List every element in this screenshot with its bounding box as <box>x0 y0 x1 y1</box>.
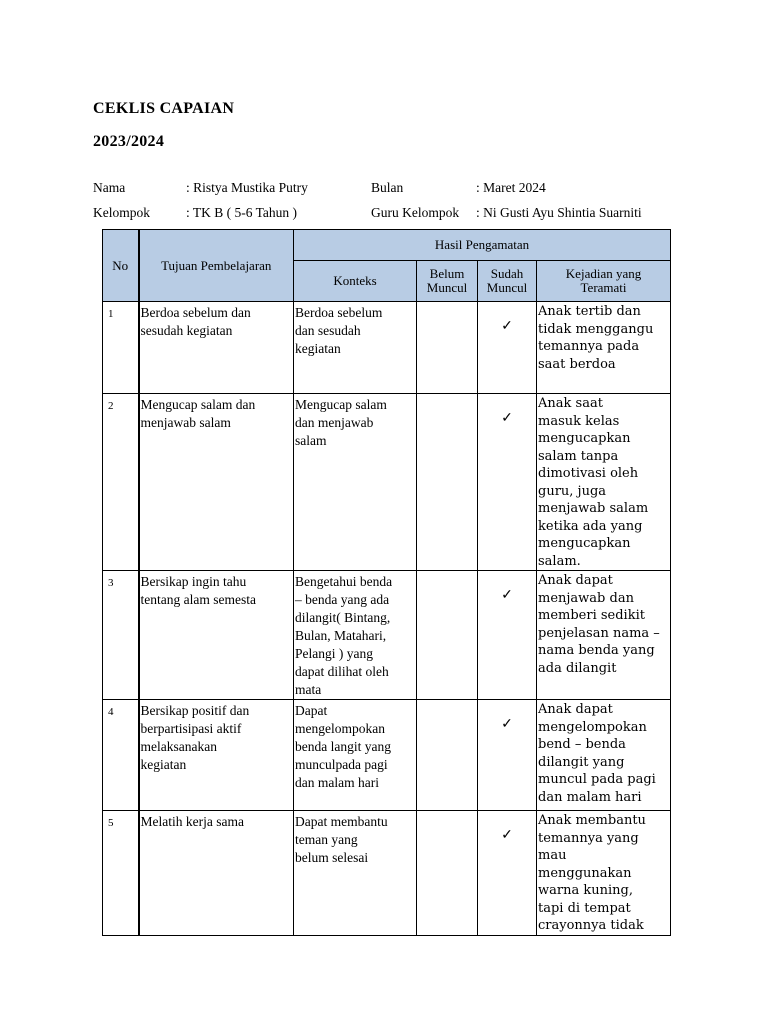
sudah-muncul-cell <box>478 811 537 936</box>
kejadian-line: Anak saat <box>538 396 603 411</box>
sudah-muncul-cell <box>478 700 537 811</box>
table-row <box>103 394 671 571</box>
kejadian-line: bend – benda <box>538 737 626 752</box>
checklist-table <box>102 229 671 936</box>
belum-muncul-cell <box>417 811 478 936</box>
konteks-cell <box>294 700 417 811</box>
konteks-line: dan sesudah <box>295 323 361 338</box>
belum-muncul-cell <box>417 302 478 394</box>
kejadian-line: Anak tertib dan <box>538 304 641 319</box>
tujuan-line: Melatih kerja sama <box>140 814 244 829</box>
kejadian-line: mengucapkan <box>538 536 631 551</box>
kejadian-line: dimotivasi oleh <box>538 466 639 481</box>
konteks-line: Dapat membantu <box>295 814 388 829</box>
tujuan-line: tentang alam semesta <box>140 592 256 607</box>
konteks-line: Pelangi ) yang <box>295 646 373 661</box>
kejadian-line: dan malam hari <box>538 789 642 805</box>
checkmark-icon: ✓ <box>501 319 513 334</box>
document-title: CEKLIS CAPAIAN <box>93 100 235 117</box>
kejadian-line: penjelasan nama – <box>538 625 660 641</box>
tujuan-cell <box>139 394 294 571</box>
kelompok-label: Kelompok <box>93 205 150 220</box>
tujuan-line: kegiatan <box>140 757 187 772</box>
kelompok-value: : TK B ( 5-6 Tahun ) <box>186 205 298 220</box>
kejadian-line: dilangit yang <box>538 754 625 770</box>
row-number: 4 <box>103 700 139 811</box>
header-sudah-line1: Sudah <box>490 266 524 281</box>
tujuan-line: Mengucap salam dan <box>140 397 256 412</box>
kejadian-line: ketika ada yang <box>538 518 643 534</box>
header-konteks: Konteks <box>294 261 417 302</box>
kejadian-line: nama benda yang <box>538 643 655 658</box>
kejadian-line: temannya yang <box>538 830 639 846</box>
kejadian-line: ada dilangit <box>538 660 617 676</box>
tujuan-line: sesudah kegiatan <box>140 323 233 338</box>
konteks-cell <box>294 302 417 394</box>
checkmark-icon: ✓ <box>501 588 513 603</box>
kejadian-line: tidak menggangu <box>538 321 654 337</box>
kejadian-line: menggunakan <box>538 865 632 881</box>
checkmark-icon: ✓ <box>501 411 513 426</box>
header-belum-line2: Muncul <box>426 280 468 295</box>
kejadian-line: menjawab salam <box>538 501 649 516</box>
sudah-muncul-cell <box>478 394 537 571</box>
guru-label: Guru Kelompok <box>371 205 460 220</box>
checkmark-icon: ✓ <box>501 828 513 843</box>
konteks-line: dapat dilihat oleh <box>295 664 389 679</box>
row-number: 2 <box>103 394 139 571</box>
kejadian-line: Anak dapat <box>538 702 613 717</box>
konteks-line: Mengucap salam <box>295 397 387 412</box>
konteks-line: benda langit yang <box>295 739 391 754</box>
kejadian-line: masuk kelas <box>538 413 620 429</box>
belum-muncul-cell <box>417 700 478 811</box>
guru-value: : Ni Gusti Ayu Shintia Suarniti <box>476 205 642 220</box>
konteks-line: Dapat <box>295 703 328 718</box>
kejadian-line: muncul pada pagi <box>538 772 656 787</box>
header-tujuan: Tujuan Pembelajaran <box>139 230 294 302</box>
belum-muncul-cell <box>417 394 478 571</box>
row-number: 3 <box>103 571 139 700</box>
tujuan-line: melaksanakan <box>140 739 217 754</box>
konteks-line: dan menjawab <box>295 415 374 430</box>
nama-label: Nama <box>93 180 126 195</box>
kejadian-line: crayonnya tidak <box>538 918 644 933</box>
kejadian-line: temannya pada <box>538 339 640 354</box>
checkmark-icon: ✓ <box>501 717 513 732</box>
kejadian-cell <box>537 700 671 811</box>
kejadian-line: Anak membantu <box>538 813 646 828</box>
kejadian-line: tapi di tempat <box>538 900 631 916</box>
konteks-line: mengelompokan <box>295 721 385 736</box>
konteks-line: dilangit( Bintang, <box>295 610 391 625</box>
sudah-muncul-cell <box>478 302 537 394</box>
tujuan-line: berpartisipasi aktif <box>140 721 242 736</box>
kejadian-cell <box>537 571 671 700</box>
tujuan-cell <box>139 302 294 394</box>
tujuan-cell <box>139 571 294 700</box>
row-number: 1 <box>103 302 139 394</box>
header-kejadian-line1: Kejadian yang <box>565 266 642 281</box>
konteks-line: teman yang <box>295 832 358 847</box>
kejadian-line: warna kuning, <box>538 883 633 898</box>
kejadian-line: memberi sedikit <box>538 608 645 623</box>
table-row <box>103 811 671 936</box>
table-row <box>103 302 671 394</box>
konteks-cell <box>294 394 417 571</box>
kejadian-line: salam tanpa <box>538 448 619 464</box>
kejadian-line: saat berdoa <box>538 356 616 372</box>
kejadian-line: mengelompokan <box>538 719 647 735</box>
header-sudah-muncul <box>478 261 537 302</box>
table-row <box>103 700 671 811</box>
bulan-label: Bulan <box>371 180 404 195</box>
header-belum-muncul <box>417 261 478 302</box>
kejadian-line: guru, juga <box>538 483 607 499</box>
kejadian-cell <box>537 302 671 394</box>
tujuan-cell <box>139 811 294 936</box>
header-hasil-pengamatan: Hasil Pengamatan <box>294 230 671 261</box>
nama-value: : Ristya Mustika Putry <box>186 180 308 195</box>
kejadian-line: Anak dapat <box>538 573 613 588</box>
konteks-line: munculpada pagi <box>295 757 388 772</box>
kejadian-line: salam. <box>538 553 581 569</box>
belum-muncul-cell <box>417 571 478 700</box>
header-sudah-line2: Muncul <box>486 280 528 295</box>
konteks-line: mata <box>295 682 322 697</box>
academic-year: 2023/2024 <box>93 133 165 150</box>
kejadian-line: mau <box>538 848 567 863</box>
tujuan-line: menjawab salam <box>140 415 231 430</box>
kejadian-cell <box>537 394 671 571</box>
table-row <box>103 571 671 700</box>
konteks-line: kegiatan <box>295 341 341 356</box>
header-kejadian-line2: Teramati <box>580 280 627 295</box>
konteks-line: dan malam hari <box>295 775 379 790</box>
konteks-line: Bengetahui benda <box>295 574 393 589</box>
tujuan-cell <box>139 700 294 811</box>
header-kejadian-teramati <box>537 261 671 302</box>
konteks-line: belum selesai <box>295 850 369 865</box>
tujuan-line: Bersikap ingin tahu <box>140 574 247 589</box>
header-no: No <box>103 230 139 302</box>
header-belum-line1: Belum <box>429 266 465 281</box>
konteks-cell <box>294 571 417 700</box>
konteks-cell <box>294 811 417 936</box>
sudah-muncul-cell <box>478 571 537 700</box>
kejadian-cell <box>537 811 671 936</box>
tujuan-line: Bersikap positif dan <box>140 703 250 718</box>
kejadian-line: mengucapkan <box>538 431 631 446</box>
tujuan-line: Berdoa sebelum dan <box>140 305 251 320</box>
kejadian-line: menjawab dan <box>538 590 634 606</box>
konteks-line: Bulan, Matahari, <box>295 628 387 643</box>
bulan-value: : Maret 2024 <box>476 180 546 195</box>
konteks-line: salam <box>295 433 327 448</box>
row-number: 5 <box>103 811 139 936</box>
konteks-line: Berdoa sebelum <box>295 305 383 320</box>
konteks-line: – benda yang ada <box>295 592 390 607</box>
